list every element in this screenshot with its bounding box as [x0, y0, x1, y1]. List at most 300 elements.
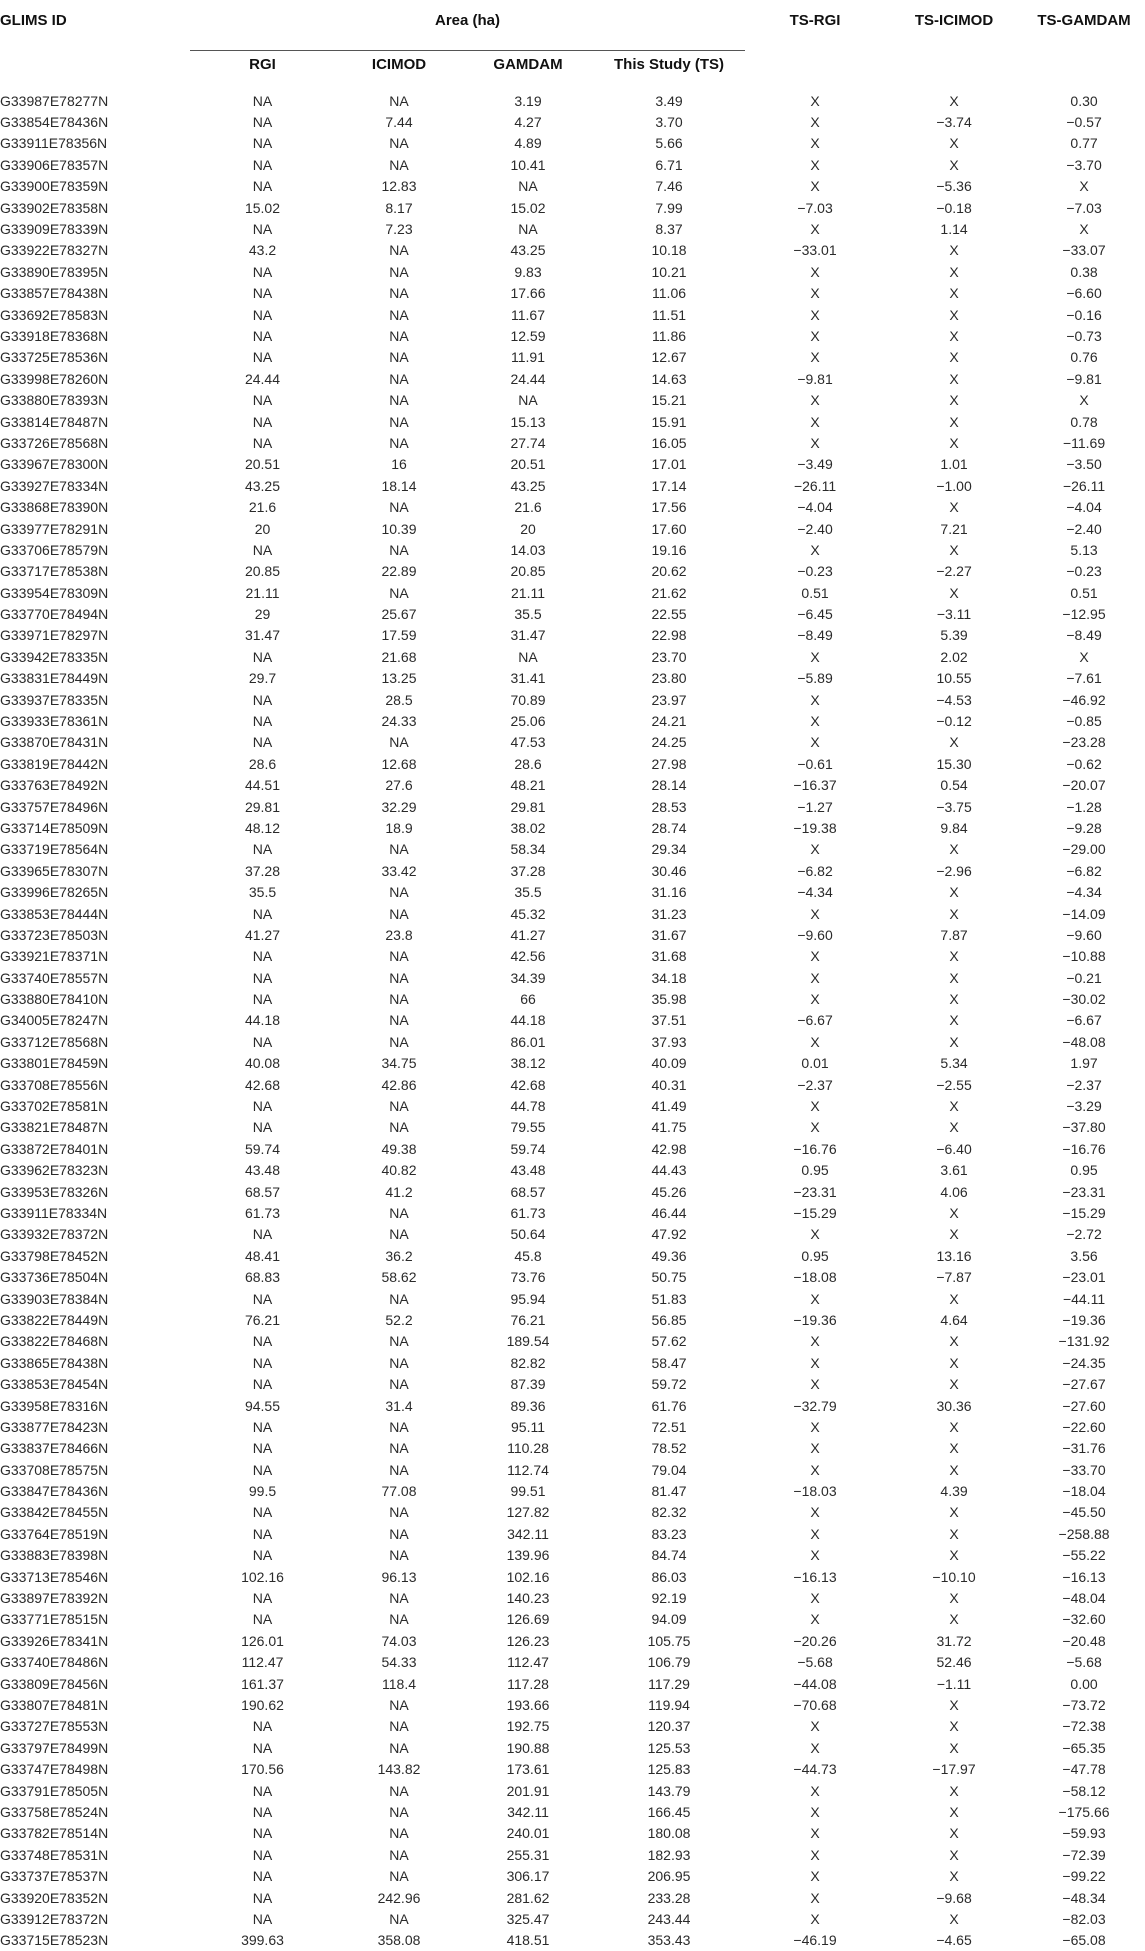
table-row — [0, 860, 1145, 881]
this-study-cell: 28.53 — [651, 798, 687, 815]
glims-id-cell: G33870E78431N — [0, 734, 109, 751]
ts-gamdam-cell: −11.69 — [1062, 434, 1106, 451]
table-row — [0, 1224, 1145, 1245]
glims-id-cell: G33798E78452N — [0, 1247, 109, 1264]
gamdam-cell: 82.82 — [510, 1354, 546, 1371]
glims-id-cell: G33911E78334N — [0, 1205, 108, 1221]
gamdam-cell: 306.17 — [506, 1868, 550, 1885]
this-study-cell: 8.37 — [655, 221, 683, 238]
ts-icimod-cell: 5.39 — [940, 627, 968, 644]
this-study-cell: 94.09 — [651, 1611, 687, 1628]
ts-rgi-cell: −4.04 — [797, 499, 833, 516]
ts-gamdam-cell: −72.38 — [1062, 1718, 1106, 1735]
ts-gamdam-cell: −0.21 — [1066, 969, 1102, 986]
rgi-cell: NA — [252, 1504, 273, 1521]
ts-icimod-cell: −5.36 — [936, 178, 972, 195]
glims-id-cell: G33996E78265N — [0, 884, 109, 901]
gamdam-cell: 76.21 — [510, 1311, 546, 1328]
ts-icimod-cell: X — [949, 948, 959, 965]
gamdam-cell: 342.11 — [507, 1525, 549, 1542]
rgi-cell: NA — [252, 991, 273, 1008]
ts-rgi-cell: −0.61 — [797, 755, 833, 772]
table-row — [0, 668, 1145, 689]
icimod-cell: NA — [389, 734, 409, 751]
gamdam-cell: 87.39 — [510, 1376, 546, 1393]
ts-gamdam-cell: 0.51 — [1070, 584, 1098, 601]
icimod-cell: 52.2 — [385, 1311, 413, 1328]
icimod-cell: 74.03 — [381, 1632, 417, 1649]
ts-icimod-cell: 1.01 — [940, 456, 968, 473]
ts-rgi-cell: X — [810, 1547, 820, 1564]
ts-rgi-cell: X — [810, 841, 820, 858]
icimod-cell: 36.2 — [385, 1247, 413, 1264]
gamdam-cell: 15.13 — [510, 413, 546, 430]
this-study-cell: 28.14 — [651, 777, 687, 794]
rgi-cell: 112.47 — [241, 1654, 284, 1671]
gamdam-cell: 24.44 — [510, 370, 546, 387]
table-row — [0, 881, 1145, 902]
table-row — [0, 240, 1145, 261]
ts-icimod-cell: −3.74 — [936, 114, 972, 131]
gamdam-cell: 4.89 — [514, 135, 542, 152]
glims-id-cell: G33748E78531N — [0, 1846, 109, 1863]
this-study-cell: 22.98 — [651, 627, 687, 644]
this-study-cell: 86.03 — [651, 1568, 687, 1585]
rgi-cell: 21.6 — [248, 499, 277, 516]
ts-gamdam-cell: −12.95 — [1062, 606, 1106, 623]
glims-id-cell: G33911E78356N — [0, 135, 108, 152]
rgi-cell: 99.5 — [248, 1483, 277, 1500]
icimod-cell: NA — [389, 1868, 409, 1885]
this-study-cell: 47.92 — [651, 1226, 687, 1243]
rgi-cell: 126.01 — [241, 1632, 284, 1649]
ts-rgi-cell: −0.23 — [797, 563, 833, 580]
table-row — [0, 1373, 1145, 1394]
table-row — [0, 1459, 1145, 1480]
rgi-cell: 59.74 — [244, 1140, 281, 1157]
icimod-cell: 143.82 — [377, 1761, 421, 1778]
this-study-cell: 82.32 — [651, 1504, 687, 1521]
header-icimod: ICIMOD — [371, 55, 427, 73]
ts-gamdam-cell: −32.60 — [1062, 1611, 1106, 1628]
this-study-cell: 41.75 — [651, 1119, 687, 1136]
gamdam-cell: 45.8 — [514, 1247, 542, 1264]
icimod-cell: 16 — [391, 456, 407, 473]
glims-id-cell: G33764E78519N — [0, 1525, 109, 1542]
ts-rgi-cell: X — [810, 392, 820, 409]
rgi-cell: 20 — [254, 520, 271, 537]
icimod-cell: NA — [389, 499, 409, 516]
icimod-cell: 96.13 — [381, 1568, 417, 1585]
this-study-cell: 23.70 — [651, 648, 687, 665]
table-row — [0, 1566, 1145, 1587]
ts-gamdam-cell: −131.92 — [1058, 1333, 1110, 1350]
table-row — [0, 1652, 1145, 1673]
icimod-cell: 25.67 — [381, 606, 417, 623]
this-study-cell: 120.37 — [647, 1718, 691, 1735]
ts-rgi-cell: X — [810, 1226, 820, 1243]
this-study-cell: 29.34 — [651, 841, 687, 858]
gamdam-cell: 68.57 — [510, 1183, 546, 1200]
table-row — [0, 1031, 1145, 1052]
this-study-cell: 10.18 — [651, 242, 687, 259]
icimod-cell: NA — [389, 92, 409, 109]
icimod-cell: NA — [389, 434, 409, 451]
gamdam-cell: 117.28 — [507, 1675, 549, 1692]
rgi-cell: 76.21 — [244, 1311, 281, 1328]
glims-id-cell: G33897E78392N — [0, 1590, 109, 1607]
ts-rgi-cell: −3.49 — [797, 456, 833, 473]
ts-rgi-cell: −19.36 — [793, 1311, 837, 1328]
gamdam-cell: 44.18 — [510, 1012, 546, 1029]
icimod-cell: 77.08 — [381, 1483, 417, 1500]
ts-gamdam-cell: −0.57 — [1066, 114, 1102, 131]
table-row — [0, 796, 1145, 817]
gamdam-cell: 189.54 — [506, 1333, 550, 1350]
gamdam-cell: 43.25 — [510, 242, 546, 259]
table-row — [0, 1630, 1145, 1651]
rgi-cell: 37.28 — [244, 862, 281, 879]
ts-rgi-cell: X — [810, 1590, 820, 1607]
glims-id-cell: G33927E78334N — [0, 477, 109, 494]
ts-icimod-cell: X — [949, 1590, 959, 1607]
rgi-cell: 20.51 — [244, 456, 281, 473]
glims-id-cell: G33937E78335N — [0, 691, 109, 708]
ts-icimod-cell: X — [949, 1718, 959, 1735]
table-row — [0, 561, 1145, 582]
this-study-cell: 83.23 — [651, 1525, 687, 1542]
rgi-cell: NA — [252, 1739, 273, 1756]
table-row — [0, 90, 1145, 111]
rgi-cell: NA — [252, 1803, 273, 1820]
ts-icimod-cell: −4.53 — [936, 691, 972, 708]
ts-rgi-cell: −23.31 — [793, 1183, 837, 1200]
this-study-cell: 44.43 — [651, 1162, 687, 1179]
rgi-cell: NA — [252, 349, 273, 366]
ts-gamdam-cell: −9.81 — [1066, 370, 1102, 387]
gamdam-cell: 59.74 — [510, 1140, 546, 1157]
glims-id-cell: G33977E78291N — [0, 520, 109, 537]
ts-rgi-cell: −2.37 — [797, 1076, 833, 1093]
ts-rgi-cell: X — [810, 285, 820, 302]
gamdam-cell: 66 — [520, 991, 536, 1008]
ts-icimod-cell: −2.55 — [936, 1076, 972, 1093]
glims-id-cell: G33958E78316N — [0, 1397, 109, 1414]
gamdam-cell: 11.91 — [511, 349, 545, 366]
glims-id-cell: G33708E78575N — [0, 1461, 109, 1478]
gamdam-cell: 112.47 — [507, 1654, 549, 1671]
gamdam-cell: 27.74 — [510, 434, 546, 451]
glims-id-cell: G33842E78455N — [0, 1504, 109, 1521]
icimod-cell: 42.86 — [381, 1076, 417, 1093]
rgi-cell: NA — [252, 178, 273, 195]
icimod-cell: NA — [389, 1119, 409, 1136]
this-study-cell: 182.93 — [647, 1846, 691, 1863]
this-study-cell: 17.14 — [651, 477, 687, 494]
ts-icimod-cell: 31.72 — [936, 1632, 972, 1649]
table-row — [0, 176, 1145, 197]
table-row — [0, 1523, 1145, 1544]
icimod-cell: NA — [389, 1739, 409, 1756]
glims-id-cell: G33758E78524N — [0, 1803, 109, 1820]
table-row — [0, 218, 1145, 239]
icimod-cell: NA — [389, 156, 409, 173]
ts-rgi-cell: −16.13 — [793, 1568, 837, 1585]
glims-id-cell: G33725E78536N — [0, 349, 109, 366]
table-row — [0, 1887, 1145, 1908]
ts-rgi-cell: X — [810, 178, 820, 195]
gamdam-cell: 61.73 — [510, 1205, 546, 1221]
this-study-cell: 81.47 — [651, 1483, 687, 1500]
rgi-cell: NA — [252, 114, 273, 131]
ts-gamdam-cell: X — [1079, 221, 1089, 238]
glims-id-cell: G33819E78442N — [0, 755, 109, 772]
table-row — [0, 1095, 1145, 1116]
table-body — [0, 77, 1145, 1951]
ts-gamdam-cell: −59.93 — [1062, 1825, 1106, 1842]
icimod-cell: 22.89 — [381, 563, 417, 580]
rgi-cell: NA — [252, 1440, 273, 1457]
table-row — [0, 924, 1145, 945]
glims-id-cell: G33757E78496N — [0, 798, 109, 815]
ts-icimod-cell: X — [949, 1440, 959, 1457]
ts-gamdam-cell: 0.77 — [1070, 135, 1098, 152]
rgi-cell: 31.47 — [244, 627, 281, 644]
gamdam-cell: 112.74 — [507, 1461, 549, 1478]
icimod-cell: NA — [389, 1205, 409, 1221]
ts-gamdam-cell: −9.28 — [1066, 819, 1102, 836]
ts-rgi-cell: −2.40 — [797, 520, 833, 537]
gamdam-cell: 34.39 — [510, 969, 546, 986]
rgi-cell: NA — [252, 691, 273, 708]
gamdam-cell: 20 — [520, 520, 536, 537]
glims-id-cell: G33723E78503N — [0, 926, 109, 943]
ts-icimod-cell: X — [949, 1547, 959, 1564]
ts-rgi-cell: −4.34 — [797, 884, 833, 901]
rgi-cell: NA — [252, 1782, 273, 1799]
ts-rgi-cell: X — [810, 713, 820, 730]
this-study-cell: 11.51 — [652, 306, 687, 323]
gamdam-cell: 42.56 — [510, 948, 546, 965]
rgi-cell: 161.37 — [241, 1675, 284, 1692]
this-study-cell: 58.47 — [651, 1354, 687, 1371]
gamdam-cell: 21.6 — [514, 499, 542, 516]
ts-gamdam-cell: −65.35 — [1062, 1739, 1106, 1756]
rgi-cell: NA — [252, 1825, 273, 1842]
rgi-cell: NA — [252, 1889, 273, 1906]
icimod-cell: NA — [389, 884, 409, 901]
ts-gamdam-cell: −14.09 — [1062, 905, 1106, 922]
ts-icimod-cell: 2.02 — [940, 648, 968, 665]
icimod-cell: 8.17 — [385, 199, 413, 216]
glims-id-cell: G33883E78398N — [0, 1547, 109, 1564]
ts-gamdam-cell: −22.60 — [1062, 1418, 1106, 1435]
glims-id-cell: G33890E78395N — [0, 263, 109, 280]
glims-id-cell: G34005E78247N — [0, 1012, 109, 1029]
ts-gamdam-cell: −16.13 — [1062, 1568, 1106, 1585]
rgi-cell: 68.83 — [244, 1269, 281, 1286]
ts-rgi-cell: X — [810, 413, 820, 430]
this-study-cell: 243.44 — [647, 1910, 691, 1927]
ts-rgi-cell: X — [810, 1889, 820, 1906]
table-row — [0, 1801, 1145, 1822]
ts-rgi-cell: X — [810, 1803, 820, 1820]
glims-id-cell: G33692E78583N — [0, 306, 109, 323]
ts-icimod-cell: X — [949, 1611, 959, 1628]
ts-rgi-cell: X — [810, 135, 820, 152]
ts-icimod-cell: X — [949, 242, 959, 259]
table-row — [0, 475, 1145, 496]
ts-icimod-cell: X — [949, 1354, 959, 1371]
ts-icimod-cell: X — [949, 884, 959, 901]
ts-icimod-cell: −3.75 — [936, 798, 972, 815]
icimod-cell: NA — [389, 1290, 409, 1307]
ts-rgi-cell: X — [810, 648, 820, 665]
this-study-cell: 125.83 — [647, 1761, 691, 1778]
ts-rgi-cell: X — [810, 1825, 820, 1842]
ts-rgi-cell: −44.08 — [793, 1675, 837, 1692]
ts-gamdam-cell: −45.50 — [1062, 1504, 1106, 1521]
rgi-cell: NA — [252, 905, 273, 922]
ts-gamdam-cell: −44.11 — [1062, 1290, 1106, 1307]
gamdam-cell: 43.25 — [510, 477, 546, 494]
ts-rgi-cell: X — [810, 1504, 820, 1521]
ts-rgi-cell: X — [810, 1333, 820, 1350]
ts-rgi-cell: X — [810, 221, 820, 238]
glims-id-cell: G33770E78494N — [0, 606, 109, 623]
ts-rgi-cell: −32.79 — [793, 1397, 837, 1414]
this-study-cell: 15.21 — [651, 392, 687, 409]
ts-rgi-cell: X — [810, 327, 820, 344]
glims-id-cell: G33797E78499N — [0, 1739, 109, 1756]
rgi-cell: NA — [252, 841, 273, 858]
ts-rgi-cell: −1.27 — [797, 798, 833, 815]
this-study-cell: 24.25 — [651, 734, 687, 751]
gamdam-cell: 193.66 — [506, 1696, 550, 1713]
ts-icimod-cell: X — [949, 1226, 959, 1243]
table-row — [0, 1609, 1145, 1630]
rgi-cell: 43.25 — [244, 477, 281, 494]
rgi-cell: NA — [252, 1226, 273, 1243]
ts-icimod-cell: X — [949, 1290, 959, 1307]
ts-gamdam-cell: 0.38 — [1070, 263, 1098, 280]
icimod-cell: NA — [389, 285, 409, 302]
this-study-cell: 12.67 — [651, 349, 687, 366]
glims-id-cell: G33853E78444N — [0, 905, 109, 922]
ts-gamdam-cell: 5.13 — [1070, 541, 1098, 558]
icimod-cell: NA — [389, 948, 409, 965]
glims-id-cell: G33809E78456N — [0, 1675, 109, 1692]
this-study-cell: 233.28 — [647, 1889, 691, 1906]
gamdam-cell: 9.83 — [514, 263, 542, 280]
ts-icimod-cell: 4.64 — [940, 1311, 968, 1328]
this-study-cell: 41.49 — [651, 1098, 687, 1115]
icimod-cell: NA — [389, 1440, 409, 1457]
glims-id-cell: G33814E78487N — [0, 413, 109, 430]
this-study-cell: 31.67 — [651, 926, 687, 943]
gamdam-cell: 418.51 — [506, 1932, 550, 1949]
table-row — [0, 154, 1145, 175]
icimod-cell: 33.42 — [381, 862, 417, 879]
ts-icimod-cell: X — [949, 841, 959, 858]
table-row — [0, 1758, 1145, 1779]
ts-icimod-cell: X — [949, 349, 959, 366]
table-row — [0, 839, 1145, 860]
this-study-cell: 7.46 — [655, 178, 683, 195]
rgi-cell: 43.48 — [244, 1162, 281, 1179]
ts-rgi-cell: X — [810, 263, 820, 280]
this-study-cell: 353.43 — [647, 1932, 691, 1949]
ts-gamdam-cell: −23.31 — [1062, 1183, 1106, 1200]
glims-id-cell: G33967E78300N — [0, 456, 109, 473]
this-study-cell: 35.98 — [651, 991, 687, 1008]
icimod-cell: 10.39 — [381, 520, 417, 537]
rgi-cell: NA — [252, 1418, 273, 1435]
icimod-cell: NA — [389, 905, 409, 922]
gamdam-cell: 240.01 — [506, 1825, 550, 1842]
icimod-cell: 18.14 — [381, 477, 417, 494]
ts-icimod-cell: X — [949, 1119, 959, 1136]
this-study-cell: 23.97 — [651, 691, 687, 708]
gamdam-cell: 110.28 — [507, 1440, 549, 1457]
glims-id-cell: G33791E78505N — [0, 1782, 109, 1799]
icimod-cell: NA — [389, 1696, 409, 1713]
glims-id-cell: G33713E78546N — [0, 1568, 109, 1585]
rgi-cell: NA — [252, 648, 273, 665]
ts-icimod-cell: 10.55 — [936, 670, 972, 687]
ts-rgi-cell: −33.01 — [793, 242, 837, 259]
ts-icimod-cell: X — [949, 1098, 959, 1115]
table-row — [0, 625, 1145, 646]
gamdam-cell: 201.91 — [506, 1782, 550, 1799]
rgi-cell: 29.81 — [244, 798, 281, 815]
rgi-cell: 20.85 — [244, 563, 281, 580]
icimod-cell: NA — [389, 392, 409, 409]
table-row — [0, 1138, 1145, 1159]
gamdam-cell: NA — [518, 178, 538, 195]
this-study-cell: 84.74 — [651, 1547, 687, 1564]
ts-rgi-cell: −18.08 — [793, 1269, 837, 1286]
gamdam-cell: 89.36 — [510, 1397, 546, 1414]
rgi-cell: NA — [252, 734, 273, 751]
ts-gamdam-cell: −2.40 — [1066, 520, 1102, 537]
ts-icimod-cell: −1.11 — [936, 1675, 972, 1692]
table-row — [0, 582, 1145, 603]
gamdam-cell: 95.94 — [510, 1290, 546, 1307]
table-row — [0, 1844, 1145, 1865]
ts-gamdam-cell: 3.56 — [1070, 1247, 1098, 1264]
rgi-cell: NA — [252, 413, 273, 430]
this-study-cell: 31.16 — [651, 884, 687, 901]
glims-id-cell: G33821E78487N — [0, 1119, 109, 1136]
gamdam-cell: 79.55 — [510, 1119, 546, 1136]
ts-rgi-cell: −5.89 — [797, 670, 833, 687]
gamdam-cell: 12.59 — [510, 327, 546, 344]
this-study-cell: 78.52 — [651, 1440, 687, 1457]
gamdam-cell: 99.51 — [510, 1483, 546, 1500]
table-row — [0, 1416, 1145, 1437]
ts-rgi-cell: X — [810, 1119, 820, 1136]
rgi-cell: NA — [252, 1590, 273, 1607]
glims-id-cell: G33942E78335N — [0, 648, 109, 665]
rgi-cell: 61.73 — [244, 1205, 281, 1221]
gamdam-cell: 140.23 — [506, 1590, 550, 1607]
rgi-cell: NA — [252, 1461, 273, 1478]
rgi-cell: NA — [252, 285, 273, 302]
ts-icimod-cell: 3.61 — [940, 1162, 968, 1179]
ts-icimod-cell: −2.27 — [936, 563, 972, 580]
glims-id-cell: G33971E78297N — [0, 627, 109, 644]
